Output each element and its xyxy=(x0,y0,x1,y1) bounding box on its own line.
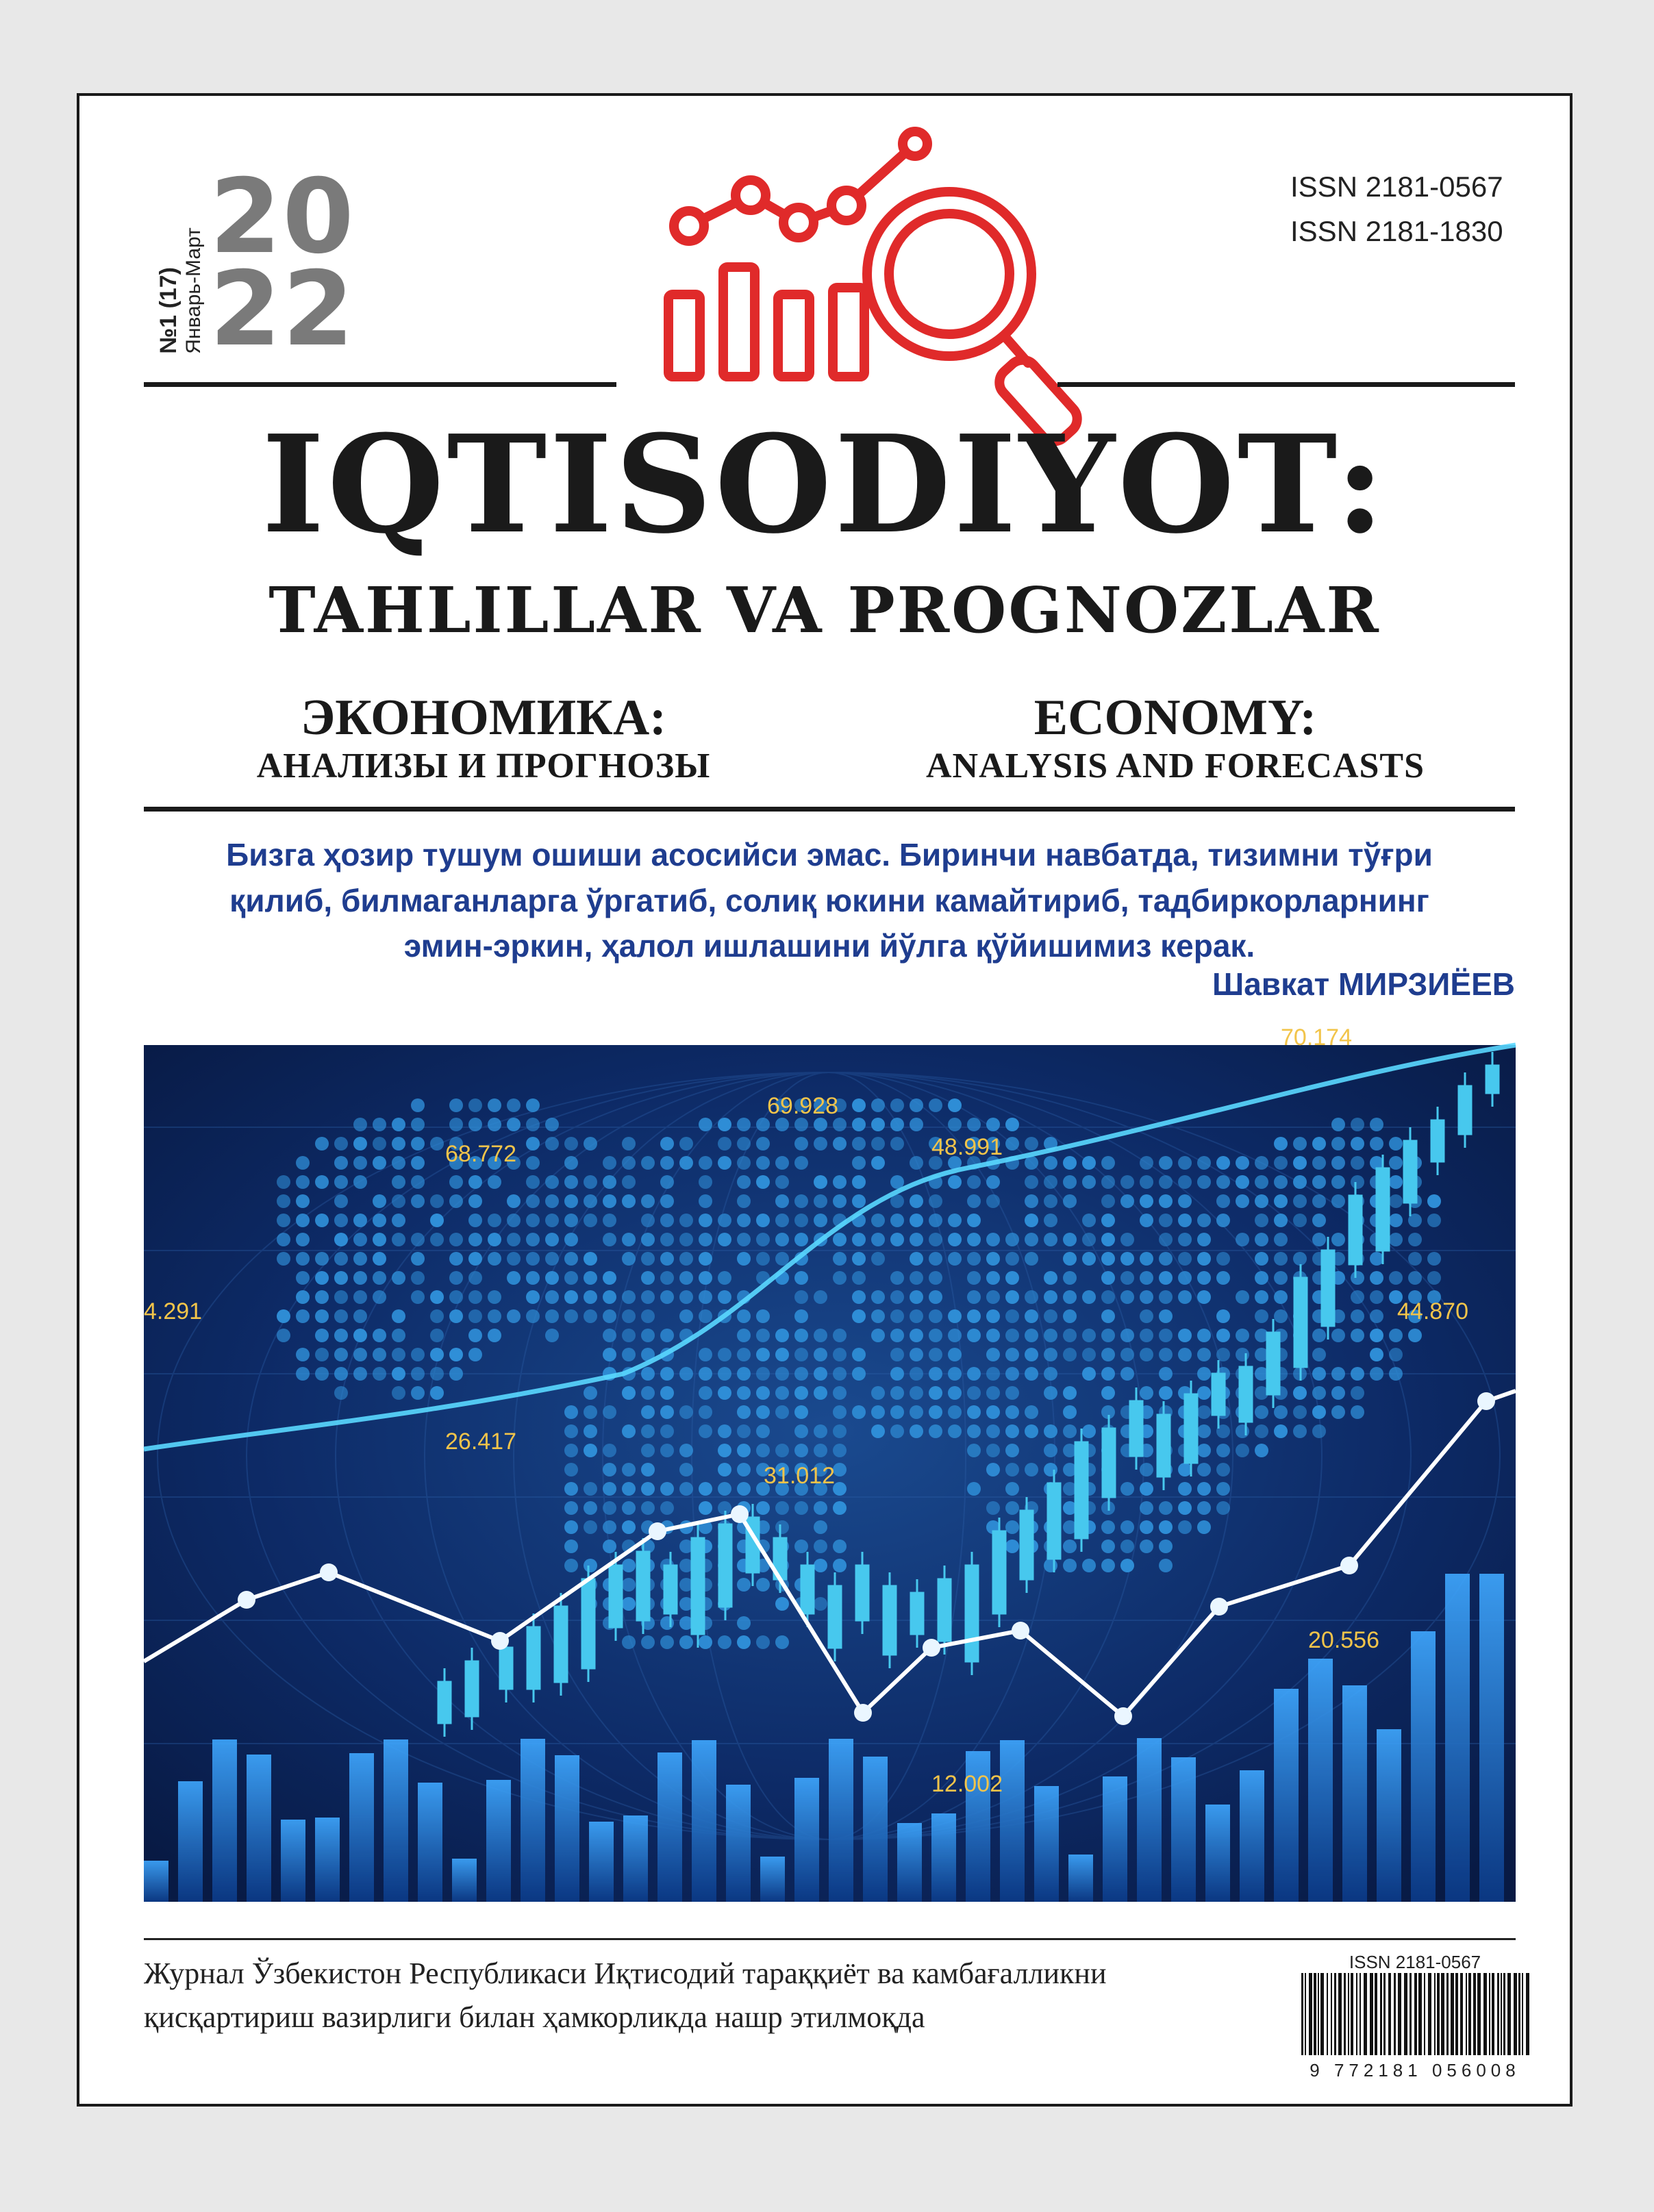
quote-line: қилиб, билмаганларга ўргатиб, солиқ юкини камайтириб, тадбиркорларнинг xyxy=(229,882,1429,918)
barcode-icon xyxy=(1299,1973,1531,2055)
issue-number: №1 (17) xyxy=(155,267,182,354)
header-rule-right xyxy=(1057,382,1515,387)
svg-text:31.012: 31.012 xyxy=(764,1463,835,1489)
title-russian-sub: АНАЛИЗЫ И ПРОГНОЗЫ xyxy=(256,746,711,785)
svg-text:68.772: 68.772 xyxy=(445,1141,516,1167)
barcode-number: 9 772181 056008 xyxy=(1310,2060,1520,2081)
svg-text:20.556: 20.556 xyxy=(1308,1627,1379,1653)
issue-months: Январь-Март xyxy=(182,227,205,354)
quote-author: Шавкат МИРЗИЁЕВ xyxy=(1212,966,1515,1002)
title-rule xyxy=(144,807,1515,812)
svg-text:69.928: 69.928 xyxy=(767,1093,838,1119)
svg-text:48.991: 48.991 xyxy=(931,1134,1003,1160)
title-russian xyxy=(175,692,792,788)
issue-year xyxy=(210,158,355,369)
barcode-issn: ISSN 2181-0567 xyxy=(1349,1952,1481,1972)
publisher-note-line: қисқартириш вазирлиги билан ҳамкорликда нашр этилмоқда xyxy=(144,2000,925,2034)
footer-rule xyxy=(144,1938,1516,1940)
president-quote xyxy=(141,832,1518,969)
year-bottom: 22 xyxy=(210,250,355,369)
journal-title: IQTISODIYOT: xyxy=(262,406,1388,564)
title-english xyxy=(867,692,1483,788)
title-english-main: ECONOMY: xyxy=(1033,690,1317,746)
journal-cover xyxy=(77,93,1572,2107)
issn-print: ISSN 2181-0567 xyxy=(1290,171,1503,203)
issn-online: ISSN 2181-1830 xyxy=(1290,215,1503,248)
svg-text:4.291: 4.291 xyxy=(144,1298,203,1324)
publisher-note xyxy=(144,1952,1151,2039)
header-rule-left xyxy=(144,382,616,387)
title-russian-main: ЭКОНОМИКА: xyxy=(301,690,666,746)
publisher-note-line: Журнал Ўзбекистон Республикаси Иқтисодий тараққиёт ва камбағалликни xyxy=(144,1957,1107,1990)
issn-block xyxy=(1290,164,1503,253)
cover-photo xyxy=(144,1025,1516,1902)
year-top: 20 xyxy=(210,158,355,277)
journal-subtitle: TAHLILLAR VA PROGNOZLAR xyxy=(268,573,1381,647)
svg-text:12.002: 12.002 xyxy=(931,1771,1003,1797)
quote-line: Бизга ҳозир тушум ошиши асосийси эмас. Биринчи навбатда, тизимни тўғри xyxy=(226,837,1433,872)
svg-text:26.417: 26.417 xyxy=(445,1429,516,1455)
svg-text:70.174: 70.174 xyxy=(1281,1025,1352,1051)
title-english-sub: ANALYSIS AND FORECASTS xyxy=(925,746,1425,785)
barcode-block xyxy=(1299,1952,1531,2081)
svg-text:44.870: 44.870 xyxy=(1397,1298,1468,1324)
finance-world-map-image xyxy=(144,1025,1516,1902)
quote-line: эмин-эркин, ҳалол ишлашини йўлга қўйишимиз керак. xyxy=(403,928,1255,964)
